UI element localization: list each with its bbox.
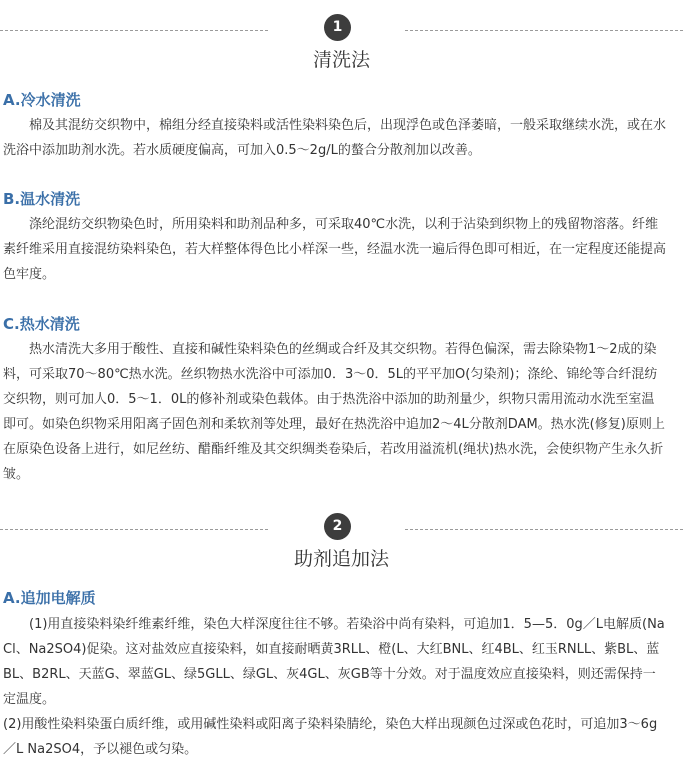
divider-left <box>0 529 268 530</box>
section-header-additive <box>0 511 683 581</box>
subheading-warm-water: B.温水清洗 <box>3 190 81 208</box>
divider-left <box>0 30 268 31</box>
paragraph-electrolyte-1: (1)用直接染料染纤维素纤维，染色大样深度往往不够。若染浴中尚有染料，可追加1．5—5．0g／L电解质(NaCl、Na2SO4)促染。这对盐效应直接染料，如直接耐晒黄3RLL、橙(L、大红BNL、红4BL、红玉RNLL、紫BL、蓝BL、B2RL、天蓝G、翠蓝GL、绿5GLL、绿GL、灰4GL、灰GB等十分效。对于温度效应直接染料，则还需保持一定温度。 <box>3 617 665 707</box>
paragraph-electrolyte-2: (2)用酸性染料染蛋白质纤维，或用碱性染料或阳离子染料染腈纶，染色大样出现颜色过深或色花时，可追加3～6g／L Na2SO4，予以褪色或匀染。 <box>3 717 658 757</box>
section-title: 清洗法 <box>312 49 370 71</box>
subheading-electrolyte: A.追加电解质 <box>3 589 96 607</box>
section-number-badge: 2 <box>324 513 351 540</box>
divider-right <box>405 30 683 31</box>
section-header-cleaning <box>0 12 683 82</box>
subheading-hot-water: C.热水清洗 <box>3 315 80 333</box>
section-number-badge: 1 <box>324 14 351 41</box>
paragraph-hot-water: 热水清洗大多用于酸性、直接和碱性染料染色的丝绸或合纤及其交织物。若得色偏深，需去除染物1～2成的染料，可采取70～80℃热水洗。丝织物热水洗浴中可添加0．3～0．5L的平平加O(匀染剂)；涤纶、锦纶等合纤混纺交织物，则可加人0．5～1．0L的修补剂或染色载体。由于热洗浴中添加的助剂量少，织物只需用流动水洗至室温即可。如染色织物采用阳离子固色剂和柔软剂等处理，最好在热洗浴中追加2～4L分散剂DAM。热水洗(修复)原则上在原染色设备上进行，如尼丝纺、醋酯纤维及其交织绸类卷染后，若改用溢流机(绳状)热水洗，会使织物产生永久折皱。 <box>3 342 665 482</box>
paragraph-warm-water: 涤纶混纺交织物染色时，所用染料和助剂品种多，可采取40℃水洗，以利于沾染到织物上的残留物溶落。纤维素纤维采用直接混纺染料染色，若大样整体得色比小样深一些，经温水洗一遍后得色即可相近，在一定程度还能提高色牢度。 <box>3 217 667 282</box>
paragraph-cold-water: 棉及其混纺交织物中，棉组分经直接染料或活性染料染色后，出现浮色或色泽萎暗，一般采取继续水洗，或在水洗浴中添加助剂水洗。若水质硬度偏高，可加入0.5～2g/L的螯合分散剂加以改善。 <box>3 118 667 158</box>
subheading-cold-water: A.冷水清洗 <box>3 91 81 109</box>
section-title: 助剂追加法 <box>293 548 389 570</box>
divider-right <box>405 529 683 530</box>
